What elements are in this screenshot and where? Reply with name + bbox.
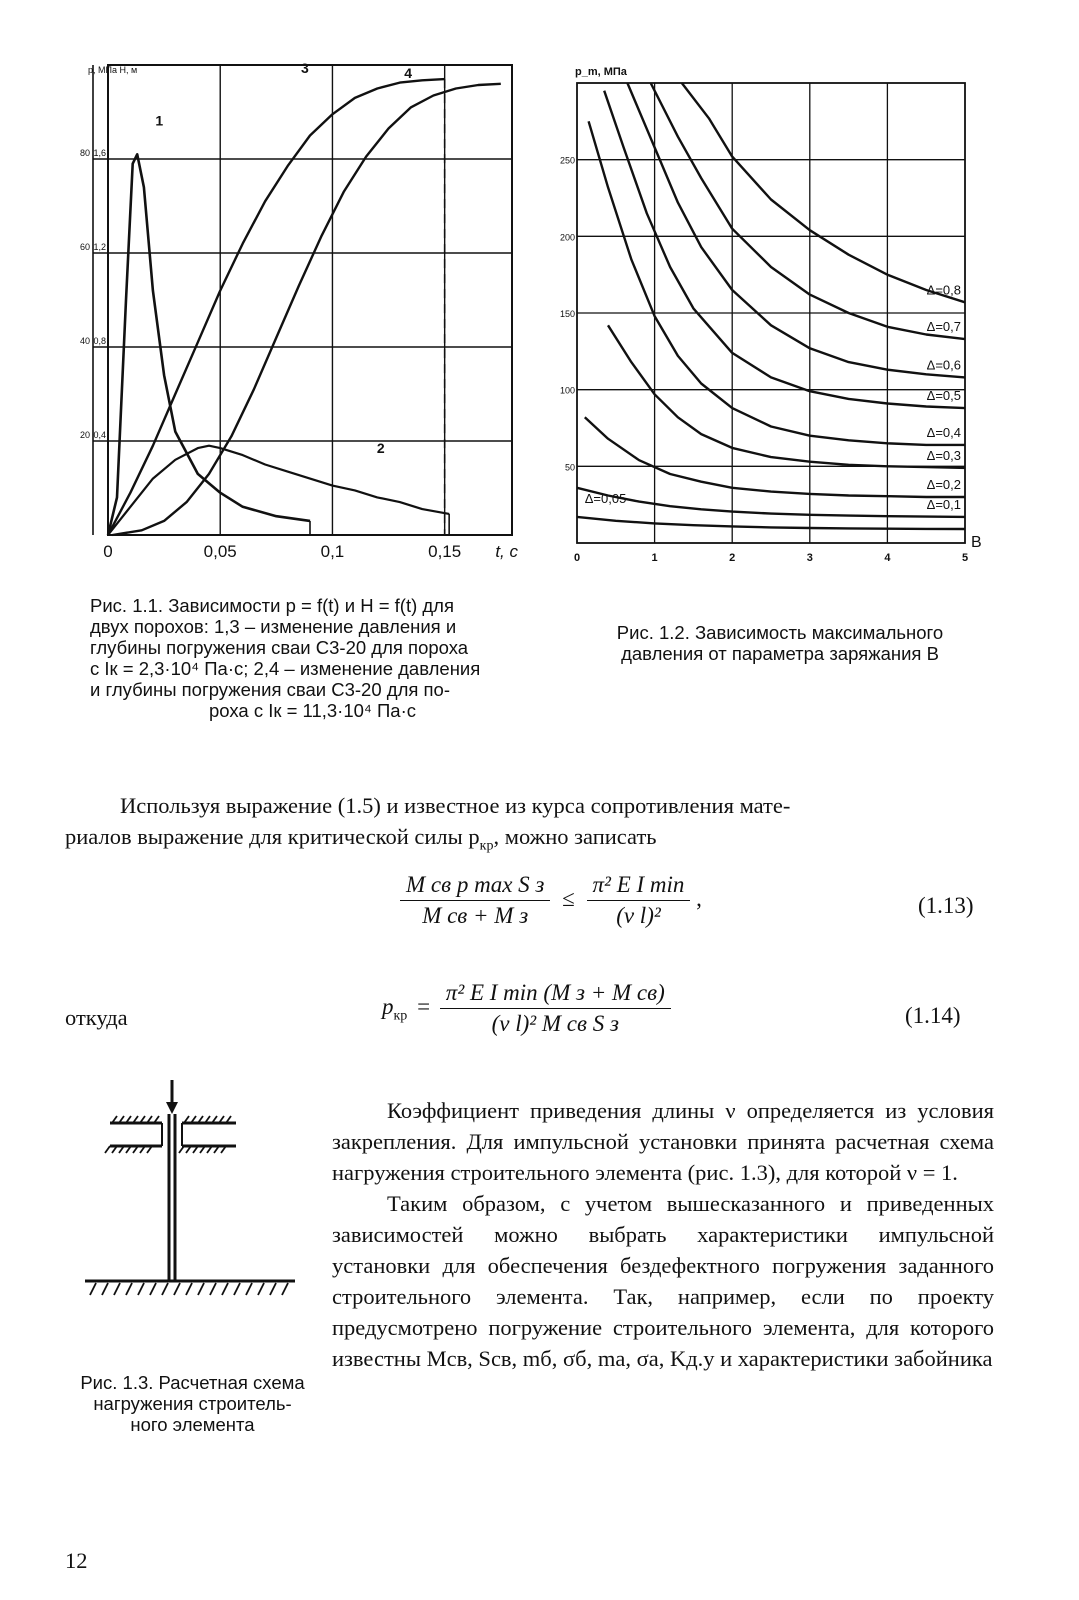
ground-hatch-stroke — [246, 1283, 252, 1295]
series-line — [682, 83, 965, 302]
eq1-13-lhs-numerator: M св p max S з — [400, 872, 550, 901]
eq1-14-denominator: (ν l)² M св S з — [491, 1011, 619, 1036]
series-line — [608, 325, 965, 468]
ground-hatch-stroke — [150, 1283, 156, 1295]
paragraph-2: Таким образом, с учетом вышесказанного и приведенных зависимостей можно выбрать характеристики импульсной установки для обеспечения бездефектного погружения заданного строительного элемента. Так, например, если по проекту предусмотрено погружение строительного элемента, для которого известны Mсв, Sсв, mб, σб, mа, σа, Kд.у и характеристики забойника — [332, 1191, 994, 1371]
ground-hatch-stroke — [222, 1283, 228, 1295]
eq1-13-lhs-denominator: M св + M з — [422, 903, 529, 928]
x-axis-label: t, с — [495, 542, 518, 561]
caption-line: нагружения строитель- — [93, 1393, 292, 1414]
y-h-tick-label: 1,6 — [93, 148, 106, 158]
figure-1-2-chart — [555, 55, 1015, 580]
series-1-label: 1 — [155, 112, 164, 129]
figure-1-3-caption — [60, 1372, 325, 1435]
eq1-13-rhs-numerator: π² E I min — [587, 872, 691, 901]
figure-1-1-chart — [60, 50, 540, 580]
series-label: Δ=0,5 — [926, 388, 961, 404]
series-2-label: 2 — [376, 440, 385, 457]
caption-line: Рис. 1.3. Расчетная схема — [80, 1372, 305, 1393]
ground-hatch-stroke — [90, 1283, 96, 1295]
x-tick-label: 4 — [884, 552, 891, 564]
series-3-label: 3 — [301, 60, 309, 77]
caption-line: и глубины погружения сваи С3-20 для по- — [90, 679, 450, 700]
ground-hatch-stroke — [198, 1283, 204, 1295]
ground-hatch-stroke — [162, 1283, 168, 1295]
caption-line: Рис. 1.2. Зависимость максимального — [616, 622, 944, 643]
figure-1-1-series — [108, 79, 501, 535]
figure-1-2-labels — [560, 66, 982, 564]
intro-line-2-text: риалов выражение для критической силы p — [65, 824, 480, 849]
series-label: Δ=0,7 — [926, 319, 961, 335]
y-axis-label: p, МПа H, м — [88, 65, 138, 75]
figure-1-2-series — [577, 83, 965, 529]
x-axis-label: B — [971, 534, 982, 551]
equation-1-14 — [382, 980, 671, 1037]
figure-1-1-grid — [93, 65, 512, 535]
ground-hatch-stroke — [210, 1283, 216, 1295]
x-tick-label: 3 — [806, 552, 813, 564]
eq1-13-relation: ≤ — [562, 885, 575, 911]
series-label: Δ=0,4 — [926, 424, 961, 440]
ground-hatch-stroke — [282, 1283, 288, 1295]
eq1-13-lhs-fraction — [400, 872, 550, 929]
x-tick-label: 0,15 — [428, 542, 462, 561]
intro-paragraph — [65, 790, 990, 862]
y-h-tick-label: 0,4 — [93, 430, 106, 440]
series-line — [577, 517, 965, 529]
eq1-14-lhs-subscript: кр — [393, 1008, 408, 1024]
figure-1-2-grid — [577, 83, 965, 543]
caption-line: с Iк = 2,3·10⁴ Па·с; 2,4 – изменение давления — [90, 658, 481, 679]
caption-line: давления от параметра заряжания B — [621, 643, 939, 664]
eq1-13-rhs-denominator: (ν l)² — [616, 903, 661, 928]
y-p-tick-label: 80 — [79, 148, 90, 158]
y-h-tick-label: 1,2 — [93, 242, 106, 252]
series-label: Δ=0,1 — [926, 496, 961, 512]
series-3-line — [108, 79, 445, 535]
hatch-stroke — [105, 1146, 110, 1153]
x-tick-label: 0,05 — [203, 542, 237, 561]
y-p-tick-label: 40 — [79, 336, 90, 346]
eq1-14-fraction — [440, 980, 671, 1037]
body-paragraphs — [332, 1095, 994, 1374]
caption-line: роха с Iк = 11,3·10⁴ Па·с — [208, 700, 416, 721]
ground-hatch-stroke — [138, 1283, 144, 1295]
intro-line-1: Используя выражение (1.5) и известное из курса сопротивления мате- — [120, 793, 791, 818]
ground-hatch-stroke — [186, 1283, 192, 1295]
series-4-line — [113, 84, 501, 535]
figure-1-3-schematic — [80, 1080, 320, 1330]
load-arrow-head — [166, 1102, 178, 1114]
caption-line: глубины погружения сваи С3-20 для пороха — [90, 637, 469, 658]
x-tick-label: 0 — [573, 552, 581, 564]
series-label: Δ=0,3 — [926, 447, 961, 463]
eq1-13-comma: , — [696, 885, 702, 911]
otkuda-word: откуда — [65, 1005, 128, 1030]
series-label: Δ=0,2 — [926, 477, 961, 492]
equation-1-13-number: (1.13) — [918, 893, 974, 918]
caption-line: двух порохов: 1,3 – изменение давления и — [90, 616, 457, 637]
series-label: Δ=0,05 — [584, 490, 627, 506]
x-tick-label: 0 — [103, 542, 113, 561]
figure-1-1-caption — [90, 595, 535, 721]
figure-1-2-caption — [580, 622, 980, 664]
series-line — [651, 83, 965, 339]
ground-hatch-stroke — [174, 1283, 180, 1295]
eq1-13-rhs-fraction — [587, 872, 691, 929]
ground-hatch-stroke — [126, 1283, 132, 1295]
y-tick-label: 150 — [559, 309, 575, 319]
y-tick-label: 200 — [559, 232, 575, 243]
y-axis-label: p_m, МПа — [575, 66, 627, 78]
ground-hatch-stroke — [102, 1283, 108, 1295]
eq1-14-numerator: π² E I min (M з + M св) — [440, 980, 671, 1009]
ground-hatch-stroke — [234, 1283, 240, 1295]
x-tick-label: 2 — [729, 552, 736, 564]
series-2-line — [108, 446, 449, 535]
series-4-label: 4 — [404, 64, 413, 81]
caption-line: Рис. 1.1. Зависимости p = f(t) и H = f(t) для — [90, 595, 454, 616]
ground-hatch-stroke — [114, 1283, 120, 1295]
paragraph-1: Коэффициент приведения длины ν определяется из условия закрепления. Для импульсной установки принята расчетная схема нагружения строительного элемента (рис. 1.3), для которой ν = 1. — [332, 1098, 994, 1185]
series-line — [604, 91, 965, 408]
series-label: Δ=0,6 — [926, 357, 961, 373]
y-p-tick-label: 20 — [79, 430, 90, 440]
intro-line-2-end: , можно записать — [493, 824, 657, 849]
eq1-14-equals: = — [417, 993, 431, 1019]
caption-line: ного элемента — [130, 1414, 255, 1435]
intro-line-2 — [65, 821, 990, 862]
y-h-tick-label: 0,8 — [93, 336, 106, 346]
equation-1-14-number: (1.14) — [905, 1003, 961, 1028]
equation-1-13 — [400, 872, 702, 929]
ground-hatch-stroke — [270, 1283, 276, 1295]
ground-hatch-stroke — [258, 1283, 264, 1295]
eq1-14-lhs: p — [382, 993, 394, 1019]
x-tick-label: 5 — [961, 552, 969, 564]
y-tick-label: 50 — [564, 462, 575, 473]
hatching — [90, 1116, 288, 1295]
x-tick-label: 1 — [651, 552, 658, 564]
y-tick-label: 250 — [559, 155, 575, 166]
page-number: 12 — [65, 1548, 88, 1573]
intro-subscript: кр — [479, 838, 494, 854]
hatch-stroke — [179, 1146, 184, 1153]
x-tick-label: 0,1 — [320, 542, 345, 561]
series-label: Δ=0,8 — [926, 282, 961, 298]
y-p-tick-label: 60 — [79, 242, 90, 252]
y-tick-label: 100 — [559, 385, 575, 396]
